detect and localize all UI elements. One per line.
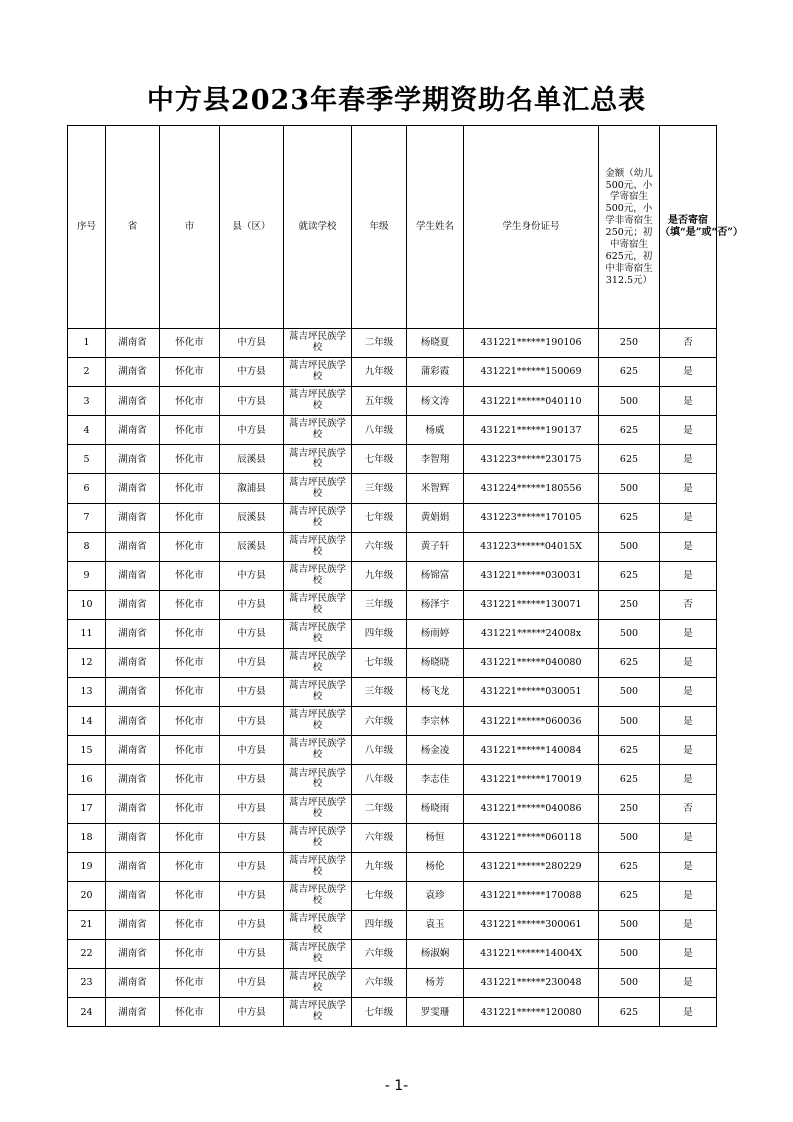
table-row bbox=[68, 503, 717, 532]
cell-amount: 500 bbox=[599, 910, 660, 939]
cell-no: 19 bbox=[68, 852, 106, 881]
table-body bbox=[68, 329, 717, 1027]
header-province: 省 bbox=[106, 126, 160, 329]
cell-id-number: 431223******04015X bbox=[464, 532, 599, 561]
cell-amount: 250 bbox=[599, 329, 660, 358]
cell-no: 18 bbox=[68, 823, 106, 852]
cell-grade: 四年级 bbox=[352, 619, 407, 648]
cell-grade: 三年级 bbox=[352, 474, 407, 503]
cell-grade: 三年级 bbox=[352, 678, 407, 707]
table-row bbox=[68, 590, 717, 619]
table-row bbox=[68, 387, 717, 416]
table-row bbox=[68, 969, 717, 998]
cell-amount: 500 bbox=[599, 707, 660, 736]
cell-county: 中方县 bbox=[220, 590, 284, 619]
cell-province: 湖南省 bbox=[106, 794, 160, 823]
cell-amount: 625 bbox=[599, 765, 660, 794]
cell-school: 蒿吉坪民族学校 bbox=[284, 503, 352, 532]
cell-no: 21 bbox=[68, 910, 106, 939]
cell-boarding: 是 bbox=[660, 649, 717, 678]
cell-id-number: 431224******180556 bbox=[464, 474, 599, 503]
cell-boarding: 是 bbox=[660, 939, 717, 968]
cell-grade: 七年级 bbox=[352, 445, 407, 474]
cell-no: 9 bbox=[68, 561, 106, 590]
header-amount: 金额（幼儿500元、小学寄宿生500元，小学非寄宿生250元；初中寄宿生625元，初中非寄宿生312.5元） bbox=[599, 126, 660, 329]
cell-boarding: 是 bbox=[660, 678, 717, 707]
cell-province: 湖南省 bbox=[106, 590, 160, 619]
cell-boarding: 是 bbox=[660, 532, 717, 561]
cell-school: 蒿吉坪民族学校 bbox=[284, 649, 352, 678]
cell-county: 中方县 bbox=[220, 765, 284, 794]
cell-city: 怀化市 bbox=[160, 329, 220, 358]
page-number: - 1- bbox=[384, 1078, 409, 1094]
cell-amount: 500 bbox=[599, 474, 660, 503]
cell-city: 怀化市 bbox=[160, 532, 220, 561]
cell-amount: 625 bbox=[599, 358, 660, 387]
cell-province: 湖南省 bbox=[106, 998, 160, 1027]
cell-school: 蒿吉坪民族学校 bbox=[284, 358, 352, 387]
cell-grade: 四年级 bbox=[352, 910, 407, 939]
cell-name: 李宗林 bbox=[407, 707, 464, 736]
cell-boarding: 是 bbox=[660, 910, 717, 939]
cell-county: 中方县 bbox=[220, 329, 284, 358]
cell-city: 怀化市 bbox=[160, 561, 220, 590]
cell-county: 中方县 bbox=[220, 823, 284, 852]
cell-school: 蒿吉坪民族学校 bbox=[284, 532, 352, 561]
cell-name: 杨威 bbox=[407, 416, 464, 445]
cell-boarding: 是 bbox=[660, 765, 717, 794]
cell-no: 8 bbox=[68, 532, 106, 561]
cell-province: 湖南省 bbox=[106, 445, 160, 474]
cell-id-number: 431221******300061 bbox=[464, 910, 599, 939]
table-row bbox=[68, 649, 717, 678]
cell-city: 怀化市 bbox=[160, 998, 220, 1027]
cell-province: 湖南省 bbox=[106, 881, 160, 910]
cell-no: 2 bbox=[68, 358, 106, 387]
cell-grade: 七年级 bbox=[352, 881, 407, 910]
cell-boarding: 否 bbox=[660, 329, 717, 358]
cell-id-number: 431221******120080 bbox=[464, 998, 599, 1027]
cell-city: 怀化市 bbox=[160, 852, 220, 881]
cell-county: 中方县 bbox=[220, 358, 284, 387]
cell-no: 22 bbox=[68, 939, 106, 968]
table-row bbox=[68, 678, 717, 707]
table-row bbox=[68, 358, 717, 387]
cell-city: 怀化市 bbox=[160, 881, 220, 910]
cell-county: 中方县 bbox=[220, 939, 284, 968]
cell-boarding: 是 bbox=[660, 416, 717, 445]
cell-no: 11 bbox=[68, 619, 106, 648]
cell-school: 蒿吉坪民族学校 bbox=[284, 881, 352, 910]
cell-school: 蒿吉坪民族学校 bbox=[284, 794, 352, 823]
cell-grade: 九年级 bbox=[352, 358, 407, 387]
cell-name: 罗雯珊 bbox=[407, 998, 464, 1027]
cell-boarding: 是 bbox=[660, 707, 717, 736]
cell-school: 蒿吉坪民族学校 bbox=[284, 707, 352, 736]
cell-grade: 八年级 bbox=[352, 416, 407, 445]
cell-boarding: 是 bbox=[660, 823, 717, 852]
cell-school: 蒿吉坪民族学校 bbox=[284, 736, 352, 765]
cell-id-number: 431221******170088 bbox=[464, 881, 599, 910]
cell-province: 湖南省 bbox=[106, 503, 160, 532]
cell-city: 怀化市 bbox=[160, 445, 220, 474]
table-row bbox=[68, 765, 717, 794]
cell-grade: 六年级 bbox=[352, 532, 407, 561]
cell-province: 湖南省 bbox=[106, 358, 160, 387]
cell-name: 杨淑娴 bbox=[407, 939, 464, 968]
cell-no: 5 bbox=[68, 445, 106, 474]
cell-province: 湖南省 bbox=[106, 474, 160, 503]
cell-name: 袁珍 bbox=[407, 881, 464, 910]
cell-grade: 九年级 bbox=[352, 852, 407, 881]
table-row bbox=[68, 736, 717, 765]
cell-boarding: 否 bbox=[660, 794, 717, 823]
table-row bbox=[68, 532, 717, 561]
cell-name: 杨飞龙 bbox=[407, 678, 464, 707]
cell-amount: 500 bbox=[599, 678, 660, 707]
cell-county: 中方县 bbox=[220, 619, 284, 648]
cell-id-number: 431221******040080 bbox=[464, 649, 599, 678]
table-row bbox=[68, 416, 717, 445]
cell-name: 袁玉 bbox=[407, 910, 464, 939]
cell-grade: 七年级 bbox=[352, 998, 407, 1027]
cell-no: 6 bbox=[68, 474, 106, 503]
cell-city: 怀化市 bbox=[160, 416, 220, 445]
cell-name: 杨泽宇 bbox=[407, 590, 464, 619]
cell-amount: 625 bbox=[599, 503, 660, 532]
table-row bbox=[68, 881, 717, 910]
cell-no: 20 bbox=[68, 881, 106, 910]
cell-county: 中方县 bbox=[220, 852, 284, 881]
cell-amount: 625 bbox=[599, 852, 660, 881]
cell-city: 怀化市 bbox=[160, 910, 220, 939]
cell-boarding: 是 bbox=[660, 969, 717, 998]
header-id: 学生身份证号 bbox=[464, 126, 599, 329]
cell-grade: 二年级 bbox=[352, 329, 407, 358]
cell-city: 怀化市 bbox=[160, 387, 220, 416]
cell-city: 怀化市 bbox=[160, 590, 220, 619]
cell-county: 中方县 bbox=[220, 707, 284, 736]
header-county: 县（区） bbox=[220, 126, 284, 329]
cell-province: 湖南省 bbox=[106, 765, 160, 794]
cell-school: 蒿吉坪民族学校 bbox=[284, 910, 352, 939]
cell-grade: 七年级 bbox=[352, 503, 407, 532]
cell-amount: 625 bbox=[599, 561, 660, 590]
cell-school: 蒿吉坪民族学校 bbox=[284, 329, 352, 358]
cell-name: 杨伦 bbox=[407, 852, 464, 881]
cell-grade: 九年级 bbox=[352, 561, 407, 590]
cell-boarding: 是 bbox=[660, 619, 717, 648]
cell-id-number: 431221******060036 bbox=[464, 707, 599, 736]
cell-city: 怀化市 bbox=[160, 969, 220, 998]
table-row bbox=[68, 910, 717, 939]
cell-id-number: 431221******060118 bbox=[464, 823, 599, 852]
table-row bbox=[68, 445, 717, 474]
table-row bbox=[68, 852, 717, 881]
cell-province: 湖南省 bbox=[106, 707, 160, 736]
cell-city: 怀化市 bbox=[160, 474, 220, 503]
cell-amount: 500 bbox=[599, 939, 660, 968]
cell-amount: 625 bbox=[599, 998, 660, 1027]
cell-school: 蒿吉坪民族学校 bbox=[284, 619, 352, 648]
cell-city: 怀化市 bbox=[160, 503, 220, 532]
cell-name: 杨恒 bbox=[407, 823, 464, 852]
header-city: 市 bbox=[160, 126, 220, 329]
cell-grade: 六年级 bbox=[352, 823, 407, 852]
cell-boarding: 是 bbox=[660, 445, 717, 474]
cell-county: 中方县 bbox=[220, 649, 284, 678]
cell-no: 16 bbox=[68, 765, 106, 794]
cell-boarding: 是 bbox=[660, 387, 717, 416]
cell-school: 蒿吉坪民族学校 bbox=[284, 416, 352, 445]
cell-id-number: 431221******140084 bbox=[464, 736, 599, 765]
cell-school: 蒿吉坪民族学校 bbox=[284, 387, 352, 416]
header-grade: 年级 bbox=[352, 126, 407, 329]
cell-amount: 500 bbox=[599, 387, 660, 416]
cell-name: 李智翔 bbox=[407, 445, 464, 474]
cell-school: 蒿吉坪民族学校 bbox=[284, 852, 352, 881]
cell-school: 蒿吉坪民族学校 bbox=[284, 590, 352, 619]
cell-boarding: 是 bbox=[660, 998, 717, 1027]
cell-boarding: 是 bbox=[660, 736, 717, 765]
cell-boarding: 否 bbox=[660, 590, 717, 619]
cell-county: 中方县 bbox=[220, 416, 284, 445]
cell-school: 蒿吉坪民族学校 bbox=[284, 998, 352, 1027]
cell-county: 辰溪县 bbox=[220, 445, 284, 474]
cell-amount: 500 bbox=[599, 969, 660, 998]
cell-id-number: 431221******14004X bbox=[464, 939, 599, 968]
cell-city: 怀化市 bbox=[160, 765, 220, 794]
cell-province: 湖南省 bbox=[106, 416, 160, 445]
cell-school: 蒿吉坪民族学校 bbox=[284, 969, 352, 998]
cell-county: 中方县 bbox=[220, 678, 284, 707]
cell-city: 怀化市 bbox=[160, 736, 220, 765]
cell-id-number: 431223******230175 bbox=[464, 445, 599, 474]
cell-grade: 八年级 bbox=[352, 765, 407, 794]
cell-province: 湖南省 bbox=[106, 736, 160, 765]
cell-province: 湖南省 bbox=[106, 329, 160, 358]
table-row bbox=[68, 939, 717, 968]
cell-boarding: 是 bbox=[660, 474, 717, 503]
cell-id-number: 431221******170019 bbox=[464, 765, 599, 794]
header-school: 就读学校 bbox=[284, 126, 352, 329]
table-row bbox=[68, 561, 717, 590]
cell-county: 辰溪县 bbox=[220, 503, 284, 532]
cell-county: 中方县 bbox=[220, 561, 284, 590]
cell-no: 15 bbox=[68, 736, 106, 765]
cell-province: 湖南省 bbox=[106, 969, 160, 998]
header-boarding: 是否寄宿（填“是”或“否”） bbox=[660, 126, 717, 329]
cell-county: 中方县 bbox=[220, 736, 284, 765]
cell-grade: 六年级 bbox=[352, 939, 407, 968]
cell-city: 怀化市 bbox=[160, 823, 220, 852]
table-row bbox=[68, 794, 717, 823]
cell-id-number: 431221******280229 bbox=[464, 852, 599, 881]
cell-grade: 六年级 bbox=[352, 969, 407, 998]
cell-county: 中方县 bbox=[220, 969, 284, 998]
cell-no: 3 bbox=[68, 387, 106, 416]
cell-no: 1 bbox=[68, 329, 106, 358]
cell-id-number: 431223******170105 bbox=[464, 503, 599, 532]
cell-county: 中方县 bbox=[220, 910, 284, 939]
cell-grade: 七年级 bbox=[352, 649, 407, 678]
cell-name: 杨晓晓 bbox=[407, 649, 464, 678]
cell-id-number: 431221******130071 bbox=[464, 590, 599, 619]
cell-province: 湖南省 bbox=[106, 387, 160, 416]
cell-province: 湖南省 bbox=[106, 678, 160, 707]
cell-grade: 二年级 bbox=[352, 794, 407, 823]
funding-list-table bbox=[67, 125, 744, 1027]
cell-county: 溆浦县 bbox=[220, 474, 284, 503]
cell-city: 怀化市 bbox=[160, 358, 220, 387]
cell-county: 辰溪县 bbox=[220, 532, 284, 561]
cell-province: 湖南省 bbox=[106, 910, 160, 939]
cell-name: 杨晓雨 bbox=[407, 794, 464, 823]
cell-school: 蒿吉坪民族学校 bbox=[284, 678, 352, 707]
cell-id-number: 431221******230048 bbox=[464, 969, 599, 998]
cell-province: 湖南省 bbox=[106, 561, 160, 590]
cell-boarding: 是 bbox=[660, 561, 717, 590]
cell-name: 杨金凌 bbox=[407, 736, 464, 765]
cell-school: 蒿吉坪民族学校 bbox=[284, 445, 352, 474]
cell-no: 7 bbox=[68, 503, 106, 532]
cell-amount: 250 bbox=[599, 794, 660, 823]
cell-no: 14 bbox=[68, 707, 106, 736]
cell-boarding: 是 bbox=[660, 881, 717, 910]
cell-city: 怀化市 bbox=[160, 619, 220, 648]
cell-county: 中方县 bbox=[220, 998, 284, 1027]
cell-amount: 625 bbox=[599, 649, 660, 678]
table-row bbox=[68, 474, 717, 503]
cell-boarding: 是 bbox=[660, 852, 717, 881]
cell-city: 怀化市 bbox=[160, 649, 220, 678]
cell-name: 蒲彩霞 bbox=[407, 358, 464, 387]
cell-id-number: 431221******190106 bbox=[464, 329, 599, 358]
cell-name: 米智辉 bbox=[407, 474, 464, 503]
cell-province: 湖南省 bbox=[106, 532, 160, 561]
cell-grade: 六年级 bbox=[352, 707, 407, 736]
cell-grade: 五年级 bbox=[352, 387, 407, 416]
cell-name: 杨文涛 bbox=[407, 387, 464, 416]
cell-amount: 500 bbox=[599, 823, 660, 852]
cell-no: 10 bbox=[68, 590, 106, 619]
cell-no: 17 bbox=[68, 794, 106, 823]
cell-county: 中方县 bbox=[220, 794, 284, 823]
cell-province: 湖南省 bbox=[106, 823, 160, 852]
cell-county: 中方县 bbox=[220, 387, 284, 416]
cell-grade: 八年级 bbox=[352, 736, 407, 765]
cell-amount: 250 bbox=[599, 590, 660, 619]
cell-amount: 500 bbox=[599, 619, 660, 648]
cell-school: 蒿吉坪民族学校 bbox=[284, 939, 352, 968]
cell-id-number: 431221******150069 bbox=[464, 358, 599, 387]
cell-county: 中方县 bbox=[220, 881, 284, 910]
cell-id-number: 431221******24008x bbox=[464, 619, 599, 648]
table-row bbox=[68, 998, 717, 1027]
cell-amount: 500 bbox=[599, 532, 660, 561]
header-no: 序号 bbox=[68, 126, 106, 329]
cell-amount: 625 bbox=[599, 736, 660, 765]
cell-id-number: 431221******030031 bbox=[464, 561, 599, 590]
table-row bbox=[68, 707, 717, 736]
cell-id-number: 431221******190137 bbox=[464, 416, 599, 445]
cell-school: 蒿吉坪民族学校 bbox=[284, 765, 352, 794]
cell-school: 蒿吉坪民族学校 bbox=[284, 561, 352, 590]
cell-province: 湖南省 bbox=[106, 939, 160, 968]
cell-province: 湖南省 bbox=[106, 649, 160, 678]
cell-city: 怀化市 bbox=[160, 707, 220, 736]
cell-province: 湖南省 bbox=[106, 852, 160, 881]
cell-no: 23 bbox=[68, 969, 106, 998]
cell-city: 怀化市 bbox=[160, 678, 220, 707]
table-row bbox=[68, 329, 717, 358]
cell-no: 24 bbox=[68, 998, 106, 1027]
cell-name: 杨芳 bbox=[407, 969, 464, 998]
cell-school: 蒿吉坪民族学校 bbox=[284, 823, 352, 852]
cell-city: 怀化市 bbox=[160, 794, 220, 823]
table-row bbox=[68, 823, 717, 852]
cell-id-number: 431221******030051 bbox=[464, 678, 599, 707]
cell-id-number: 431221******040110 bbox=[464, 387, 599, 416]
cell-amount: 625 bbox=[599, 416, 660, 445]
cell-name: 黄娟娟 bbox=[407, 503, 464, 532]
cell-name: 杨锦富 bbox=[407, 561, 464, 590]
cell-school: 蒿吉坪民族学校 bbox=[284, 474, 352, 503]
cell-no: 12 bbox=[68, 649, 106, 678]
cell-no: 4 bbox=[68, 416, 106, 445]
cell-grade: 三年级 bbox=[352, 590, 407, 619]
table-row bbox=[68, 619, 717, 648]
cell-name: 李志佳 bbox=[407, 765, 464, 794]
cell-amount: 625 bbox=[599, 445, 660, 474]
cell-province: 湖南省 bbox=[106, 619, 160, 648]
page-title: 中方县2023年春季学期资助名单汇总表 bbox=[146, 85, 647, 116]
header-name: 学生姓名 bbox=[407, 126, 464, 329]
cell-boarding: 是 bbox=[660, 358, 717, 387]
cell-name: 杨雨婷 bbox=[407, 619, 464, 648]
cell-name: 黄子轩 bbox=[407, 532, 464, 561]
cell-boarding: 是 bbox=[660, 503, 717, 532]
cell-city: 怀化市 bbox=[160, 939, 220, 968]
cell-id-number: 431221******040086 bbox=[464, 794, 599, 823]
table-header-row bbox=[68, 126, 717, 329]
cell-name: 杨晓夏 bbox=[407, 329, 464, 358]
cell-amount: 625 bbox=[599, 881, 660, 910]
cell-no: 13 bbox=[68, 678, 106, 707]
